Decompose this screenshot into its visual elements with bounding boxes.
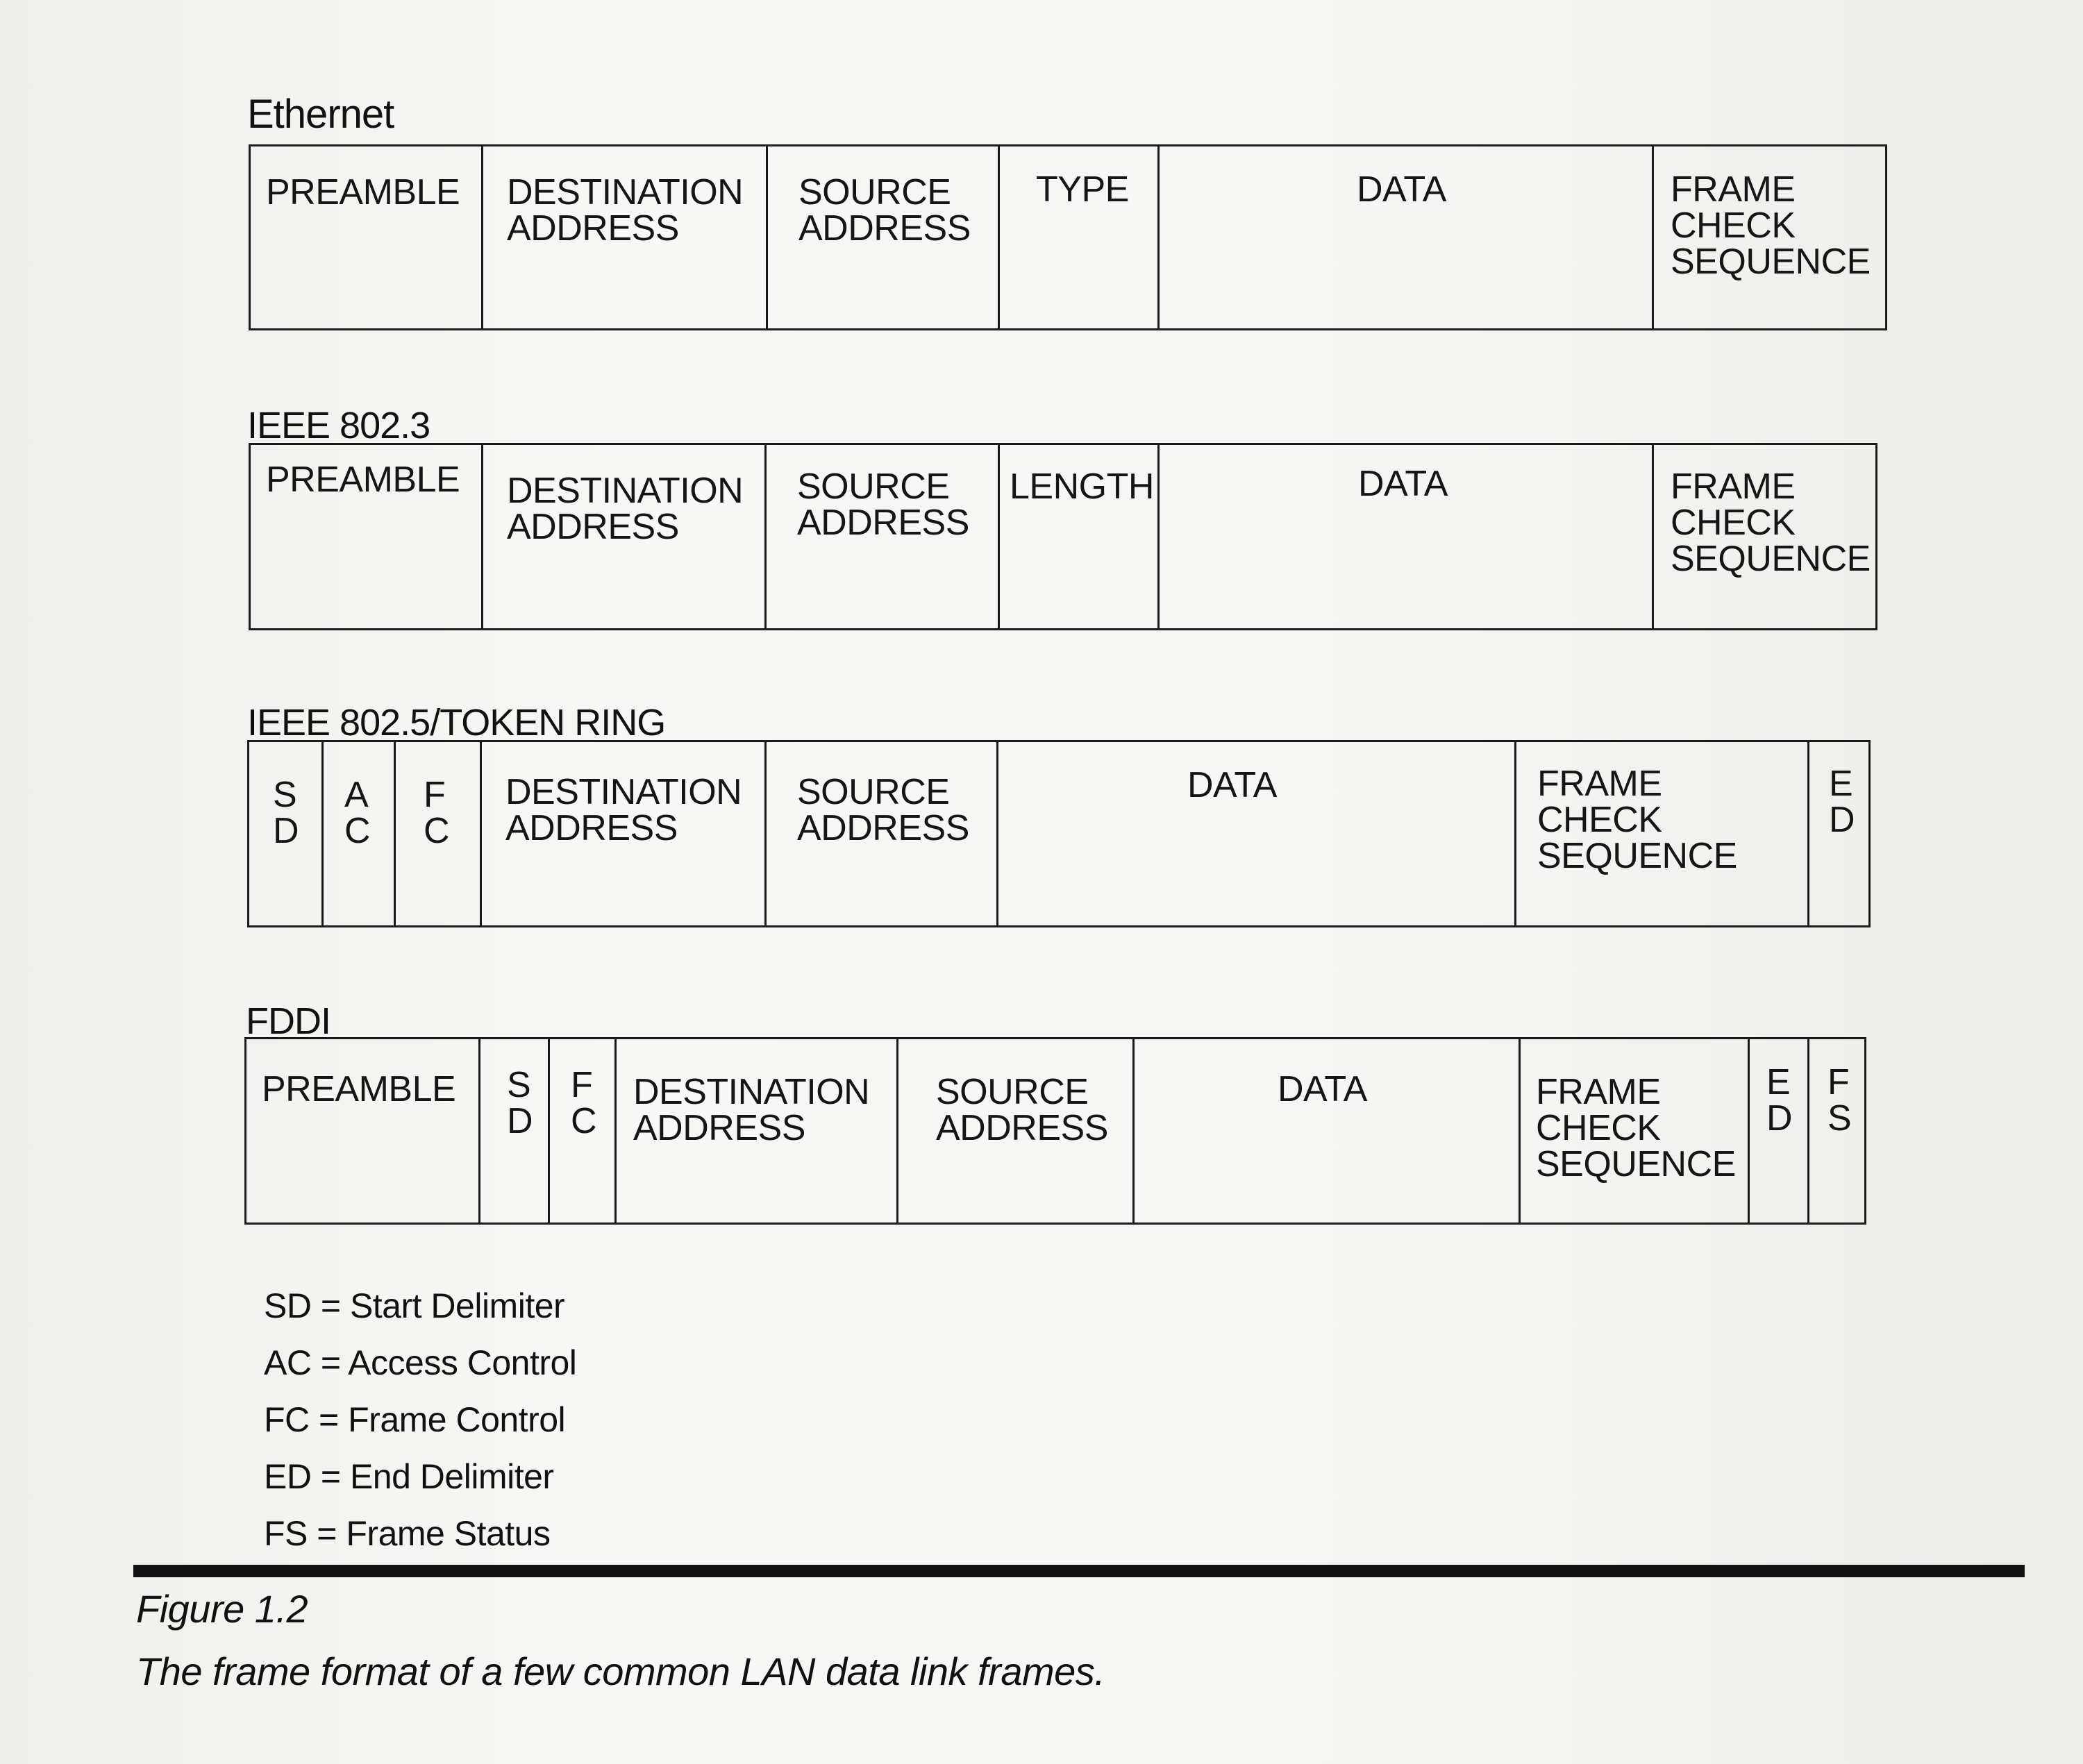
fddi-fc-field xyxy=(548,1039,614,1223)
field-label: F C xyxy=(571,1065,597,1141)
field-label: DESTINATION ADDRESS xyxy=(507,172,744,249)
field-label: PREAMBLE xyxy=(262,1069,456,1109)
field-label: LENGTH xyxy=(1010,467,1154,507)
legend-item-sd: SD = Start Delimiter xyxy=(264,1286,565,1325)
fddi-fcs-field xyxy=(1519,1039,1748,1223)
ethernet-fcs-field xyxy=(1652,146,1889,328)
tokenring-destination-field xyxy=(480,742,764,925)
field-label: SOURCE ADDRESS xyxy=(798,172,971,249)
fddi-sd-field xyxy=(478,1039,548,1223)
ethernet-source-field xyxy=(766,146,998,328)
ethernet-data-field xyxy=(1157,146,1652,328)
ieee8023-length-field xyxy=(998,445,1157,628)
ethernet-preamble-field xyxy=(251,146,481,328)
tokenring-fcs-field xyxy=(1514,742,1807,925)
ieee8023-data-field xyxy=(1157,445,1652,628)
field-label: E D xyxy=(1829,764,1855,840)
tokenring-frame xyxy=(247,740,1871,927)
tokenring-fc-field xyxy=(394,742,480,925)
fddi-destination-field xyxy=(614,1039,896,1223)
fddi-ed-field xyxy=(1748,1039,1807,1223)
tokenring-sd-field xyxy=(249,742,321,925)
ieee8023-source-field xyxy=(764,445,998,628)
caption-divider-rule xyxy=(133,1565,2025,1577)
tokenring-title: IEEE 802.5/TOKEN RING xyxy=(247,702,666,744)
field-label: SOURCE ADDRESS xyxy=(936,1072,1108,1148)
legend-item-ed: ED = End Delimiter xyxy=(264,1457,554,1496)
ieee8023-preamble-field xyxy=(251,445,481,628)
tokenring-source-field xyxy=(764,742,996,925)
field-label: PREAMBLE xyxy=(266,172,460,212)
field-label: FRAME CHECK SEQUENCE xyxy=(1671,169,1871,282)
field-label: S D xyxy=(507,1065,533,1141)
figure-caption: The frame format of a few common LAN data link frames. xyxy=(136,1649,1105,1693)
legend-item-ac: AC = Access Control xyxy=(264,1343,577,1382)
field-label: DATA xyxy=(1358,464,1448,504)
field-label: DATA xyxy=(1278,1069,1367,1109)
fddi-preamble-field xyxy=(246,1039,478,1223)
field-label: TYPE xyxy=(1036,169,1129,210)
field-label: F C xyxy=(424,775,450,851)
field-label: DATA xyxy=(1357,169,1446,210)
field-label: SOURCE ADDRESS xyxy=(797,772,969,848)
fddi-data-field xyxy=(1132,1039,1519,1223)
field-label: FRAME CHECK SEQUENCE xyxy=(1671,467,1871,579)
field-label: DATA xyxy=(1187,765,1277,805)
ieee8023-frame xyxy=(249,443,1877,630)
tokenring-data-field xyxy=(996,742,1514,925)
ethernet-destination-field xyxy=(481,146,766,328)
ieee8023-fcs-field xyxy=(1652,445,1880,628)
ieee8023-title: IEEE 802.3 xyxy=(247,405,430,446)
field-label: E D xyxy=(1766,1062,1793,1139)
field-label: DESTINATION ADDRESS xyxy=(505,772,742,848)
fddi-title: FDDI xyxy=(246,1000,331,1042)
ieee8023-destination-field xyxy=(481,445,764,628)
field-label: S D xyxy=(273,775,299,851)
legend-item-fs: FS = Frame Status xyxy=(264,1514,551,1553)
field-label: DESTINATION ADDRESS xyxy=(507,471,744,547)
ethernet-frame xyxy=(249,144,1887,330)
field-label: F S xyxy=(1827,1062,1852,1139)
ethernet-type-field xyxy=(998,146,1157,328)
fddi-frame xyxy=(244,1037,1866,1225)
fddi-fs-field xyxy=(1807,1039,1868,1223)
field-label: A C xyxy=(344,775,371,851)
legend-item-fc: FC = Frame Control xyxy=(264,1400,566,1439)
figure-number: Figure 1.2 xyxy=(136,1587,308,1631)
ethernet-title: Ethernet xyxy=(247,92,394,137)
fddi-source-field xyxy=(896,1039,1132,1223)
tokenring-ed-field xyxy=(1807,742,1873,925)
tokenring-ac-field xyxy=(321,742,394,925)
field-label: SOURCE ADDRESS xyxy=(797,467,969,543)
field-label: DESTINATION ADDRESS xyxy=(633,1072,870,1148)
field-label: FRAME CHECK SEQUENCE xyxy=(1536,1072,1736,1184)
field-label: PREAMBLE xyxy=(266,460,460,500)
field-label: FRAME CHECK SEQUENCE xyxy=(1537,764,1737,876)
